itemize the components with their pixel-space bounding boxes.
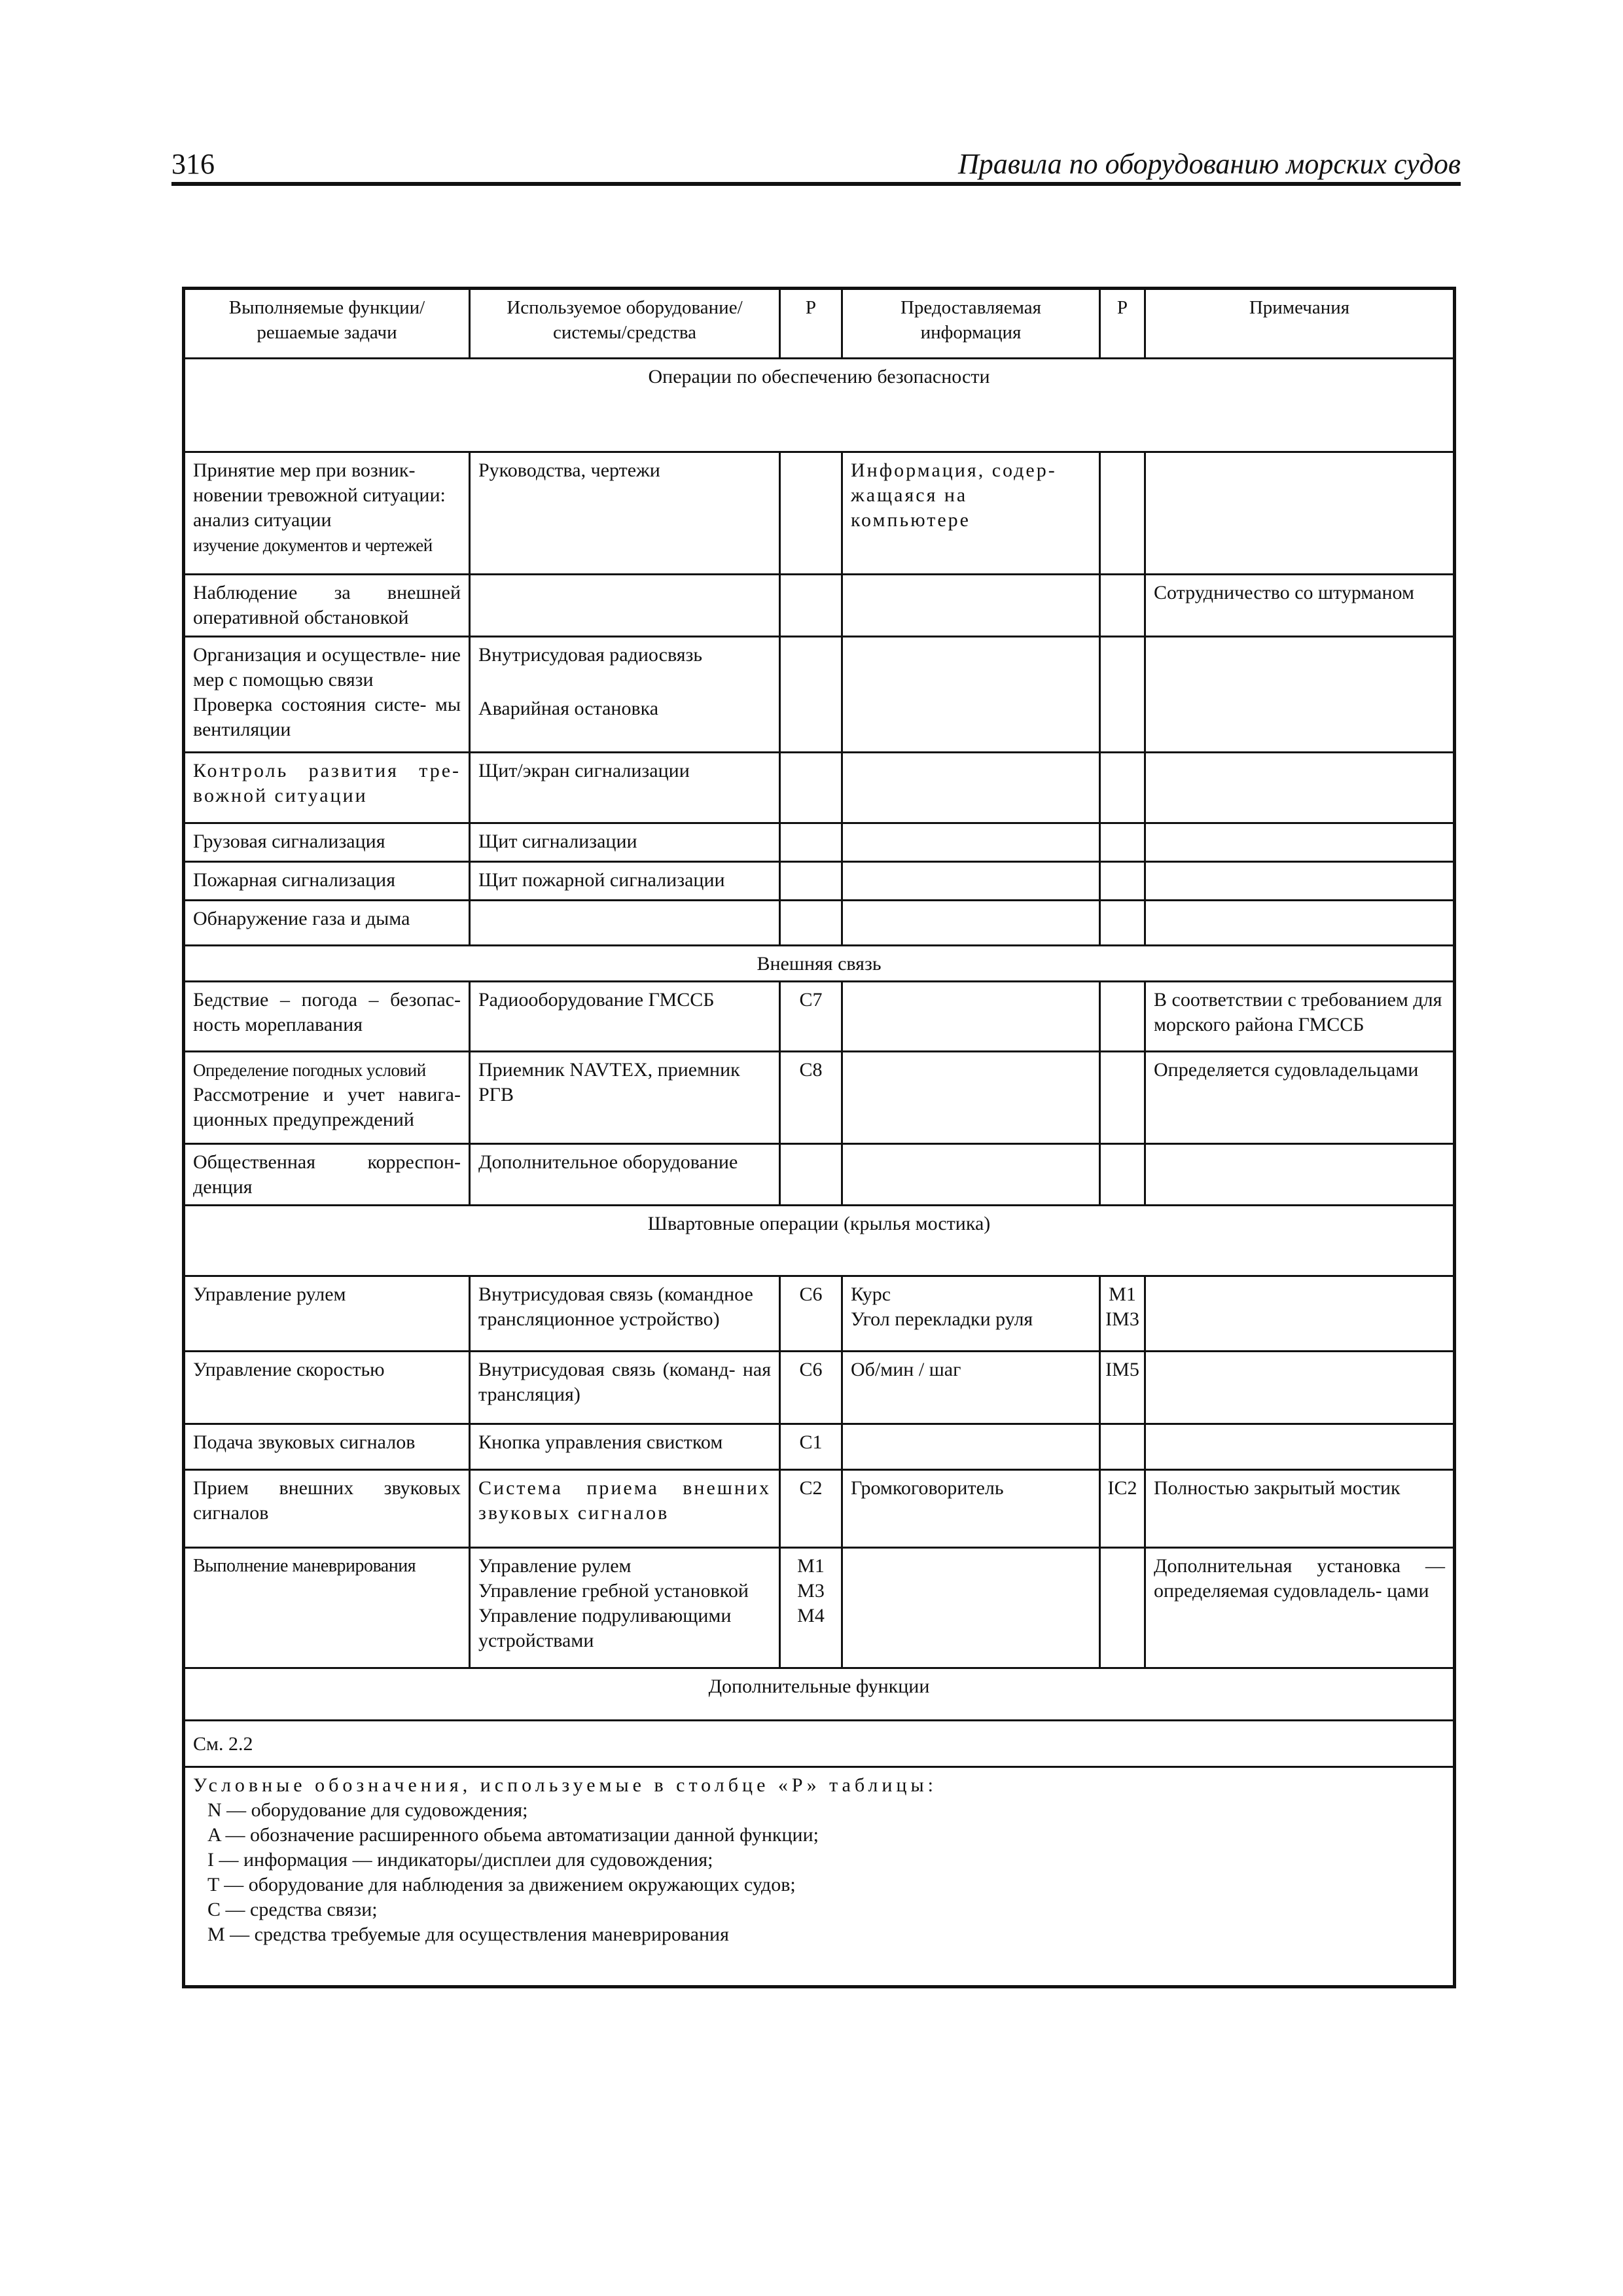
notes-cell — [1145, 452, 1455, 575]
equipment-cell: Приемник NAVTEX, приемник РГВ — [470, 1052, 780, 1144]
function-line: анализ ситуации — [193, 509, 332, 531]
p1-cell — [780, 753, 842, 823]
table-row — [184, 1052, 1455, 1144]
running-title: Правила по оборудованию морских судов — [957, 148, 1461, 180]
reference-cell: См. 2.2 — [184, 1721, 1455, 1767]
information-cell — [842, 1052, 1100, 1144]
p2-cell — [1100, 862, 1145, 901]
information-cell — [842, 575, 1100, 637]
p1-cell: C7 — [780, 982, 842, 1052]
table-row — [184, 753, 1455, 823]
equipment-cell — [470, 901, 780, 946]
p2-cell — [1100, 753, 1145, 823]
function-line: Организация и осуществле- ние мер с помощью связи — [193, 644, 461, 691]
table-row — [184, 1721, 1455, 1767]
table-row — [184, 575, 1455, 637]
table-row — [184, 1424, 1455, 1470]
p1-cell — [780, 823, 842, 862]
p1-cell: C6 — [780, 1276, 842, 1352]
equipment-line: Внутрисудовая радиосвязь — [478, 644, 703, 666]
table-row — [184, 982, 1455, 1052]
p1-cell — [780, 1144, 842, 1206]
p2-cell — [1100, 1276, 1145, 1352]
table-row — [184, 1470, 1455, 1548]
p1-cell: C1 — [780, 1424, 842, 1470]
equipment-cell — [470, 575, 780, 637]
table-row — [184, 452, 1455, 575]
p1-cell — [780, 1548, 842, 1668]
p2-cell: IM5 — [1100, 1352, 1145, 1424]
p1-cell: C2 — [780, 1470, 842, 1548]
function-cell: Контроль развития тре- вожной ситуации — [184, 753, 470, 823]
equipment-cell — [470, 637, 780, 753]
function-cell — [184, 637, 470, 753]
equipment-cell: Радиооборудование ГМССБ — [470, 982, 780, 1052]
p1-cell — [780, 637, 842, 753]
p2-cell — [1100, 1548, 1145, 1668]
page-number: 316 — [171, 148, 215, 180]
function-cell: Наблюдение за внешней оперативной обстановкой — [184, 575, 470, 637]
table-row — [184, 862, 1455, 901]
section-title-external: Внешняя связь — [184, 946, 1455, 982]
legend-cell — [184, 1767, 1455, 1987]
information-cell — [842, 1276, 1100, 1352]
notes-cell: Определяется судовладельцами — [1145, 1052, 1455, 1144]
section-title-safety: Операции по обеспечению безопасности — [184, 359, 1455, 452]
p2-line: IM3 — [1105, 1308, 1139, 1330]
function-cell: Грузовая сигнализация — [184, 823, 470, 862]
p1-cell: C8 — [780, 1052, 842, 1144]
p2-cell — [1100, 452, 1145, 575]
header-row — [184, 289, 1455, 359]
equipment-line: Управление рулем — [478, 1555, 632, 1577]
legend-title: Условные обозначения, используемые в столбце «P» таблицы: — [193, 1774, 937, 1796]
col-header-equipment: Используемое оборудование/ системы/средства — [470, 289, 780, 359]
section-row — [184, 1668, 1455, 1721]
notes-cell: Дополнительная установка — определяемая судовладель- цами — [1145, 1548, 1455, 1668]
table-row — [184, 1144, 1455, 1206]
legend-item: N — оборудование для судовождения; — [207, 1799, 528, 1821]
function-line: Проверка состояния систе- мы вентиляции — [193, 694, 461, 740]
section-row — [184, 946, 1455, 982]
legend-row — [184, 1767, 1455, 1987]
function-cell: Общественная корреспон- денция — [184, 1144, 470, 1206]
function-line: Принятие мер при возник- — [193, 459, 416, 481]
information-cell — [842, 1424, 1100, 1470]
p1-cell — [780, 862, 842, 901]
col-header-p2: P — [1100, 289, 1145, 359]
notes-cell: В соответствии с требованием для морского района ГМССБ — [1145, 982, 1455, 1052]
notes-cell — [1145, 862, 1455, 901]
p1-line: M3 — [797, 1580, 825, 1602]
p2-cell — [1100, 637, 1145, 753]
legend-item: I — информация — индикаторы/дисплеи для судовождения; — [207, 1849, 713, 1871]
information-cell: Об/мин / шаг — [842, 1352, 1100, 1424]
notes-cell — [1145, 637, 1455, 753]
function-cell: Управление рулем — [184, 1276, 470, 1352]
equipment-cell: Внутрисудовая связь (команд- ная трансляция) — [470, 1352, 780, 1424]
function-line: новении тревожной ситуации: — [193, 484, 446, 506]
section-title-additional: Дополнительные функции — [184, 1668, 1455, 1721]
notes-cell — [1145, 901, 1455, 946]
notes-cell — [1145, 1352, 1455, 1424]
equipment-line: Управление подруливающими устройствами — [478, 1605, 732, 1651]
equipment-cell: Система приема внешних звуковых сигналов — [470, 1470, 780, 1548]
table-row — [184, 1548, 1455, 1668]
function-cell: Обнаружение газа и дыма — [184, 901, 470, 946]
p1-cell — [780, 452, 842, 575]
table-row — [184, 637, 1455, 753]
information-cell: Информация, содер- жащаяся на компьютере — [842, 452, 1100, 575]
p2-cell — [1100, 1144, 1145, 1206]
function-cell: Управление скоростью — [184, 1352, 470, 1424]
equipment-cell: Щит сигнализации — [470, 823, 780, 862]
notes-cell — [1145, 1424, 1455, 1470]
notes-cell — [1145, 823, 1455, 862]
p2-cell — [1100, 575, 1145, 637]
equipment-cell: Дополнительное оборудование — [470, 1144, 780, 1206]
information-cell — [842, 982, 1100, 1052]
table-row — [184, 1276, 1455, 1352]
col-header-information: Предоставляемая информация — [842, 289, 1100, 359]
col-header-functions: Выполняемые функции/ решаемые задачи — [184, 289, 470, 359]
information-cell — [842, 901, 1100, 946]
function-cell — [184, 452, 470, 575]
table-row — [184, 1352, 1455, 1424]
col-header-p1: P — [780, 289, 842, 359]
p2-cell — [1100, 823, 1145, 862]
notes-cell — [1145, 1144, 1455, 1206]
function-line: Определение погодных условий — [193, 1060, 426, 1080]
functions-table — [182, 287, 1456, 1988]
function-cell — [184, 1052, 470, 1144]
equipment-line: Управление гребной установкой — [478, 1580, 749, 1602]
col-header-notes: Примечания — [1145, 289, 1455, 359]
page-header — [171, 143, 1461, 186]
p1-cell — [780, 575, 842, 637]
p1-cell — [780, 901, 842, 946]
function-line: изучение документов и чертежей — [193, 535, 433, 555]
equipment-cell — [470, 1548, 780, 1668]
information-line: Угол перекладки руля — [851, 1308, 1033, 1330]
p1-line: M1 — [797, 1555, 825, 1577]
section-title-mooring: Швартовные операции (крылья мостика) — [184, 1206, 1455, 1276]
equipment-line: Аварийная остановка — [478, 698, 659, 719]
equipment-cell: Щит пожарной сигнализации — [470, 862, 780, 901]
p2-cell: IC2 — [1100, 1470, 1145, 1548]
p2-cell — [1100, 1052, 1145, 1144]
p1-line: M4 — [797, 1605, 825, 1626]
information-cell — [842, 823, 1100, 862]
notes-cell: Полностью закрытый мостик — [1145, 1470, 1455, 1548]
table-row — [184, 901, 1455, 946]
information-cell — [842, 1548, 1100, 1668]
legend-item: M — средства требуемые для осуществления маневрирования — [207, 1924, 729, 1945]
information-cell: Громкоговоритель — [842, 1470, 1100, 1548]
p1-cell: C6 — [780, 1352, 842, 1424]
information-cell — [842, 862, 1100, 901]
information-cell — [842, 753, 1100, 823]
section-row — [184, 359, 1455, 452]
function-cell: Выполнение маневрирования — [184, 1548, 470, 1668]
function-cell: Пожарная сигнализация — [184, 862, 470, 901]
p2-cell — [1100, 901, 1145, 946]
notes-cell — [1145, 1276, 1455, 1352]
legend-item: C — средства связи; — [207, 1899, 378, 1920]
p2-cell — [1100, 1424, 1145, 1470]
section-row — [184, 1206, 1455, 1276]
function-cell: Бедствие – погода – безопас- ность мореплавания — [184, 982, 470, 1052]
equipment-cell: Руководства, чертежи — [470, 452, 780, 575]
information-cell — [842, 1144, 1100, 1206]
equipment-cell: Щит/экран сигнализации — [470, 753, 780, 823]
legend-item: A — обозначение расширенного обьема автоматизации данной функции; — [207, 1824, 819, 1846]
equipment-cell: Внутрисудовая связь (командное транcляционное устройство) — [470, 1276, 780, 1352]
p2-line: M1 — [1109, 1283, 1136, 1305]
table-row — [184, 823, 1455, 862]
legend-item: T — оборудование для наблюдения за движением окружающих судов; — [207, 1874, 796, 1895]
notes-cell: Сотрудничество со штурманом — [1145, 575, 1455, 637]
p2-cell — [1100, 982, 1145, 1052]
notes-cell — [1145, 753, 1455, 823]
information-cell — [842, 637, 1100, 753]
information-line: Курс — [851, 1283, 891, 1305]
function-cell: Подача звуковых сигналов — [184, 1424, 470, 1470]
function-line: Рассмотрение и учет навига- ционных предупреждений — [193, 1084, 461, 1130]
function-cell: Прием внешних звуковых сигналов — [184, 1470, 470, 1548]
equipment-cell: Кнопка управления свистком — [470, 1424, 780, 1470]
